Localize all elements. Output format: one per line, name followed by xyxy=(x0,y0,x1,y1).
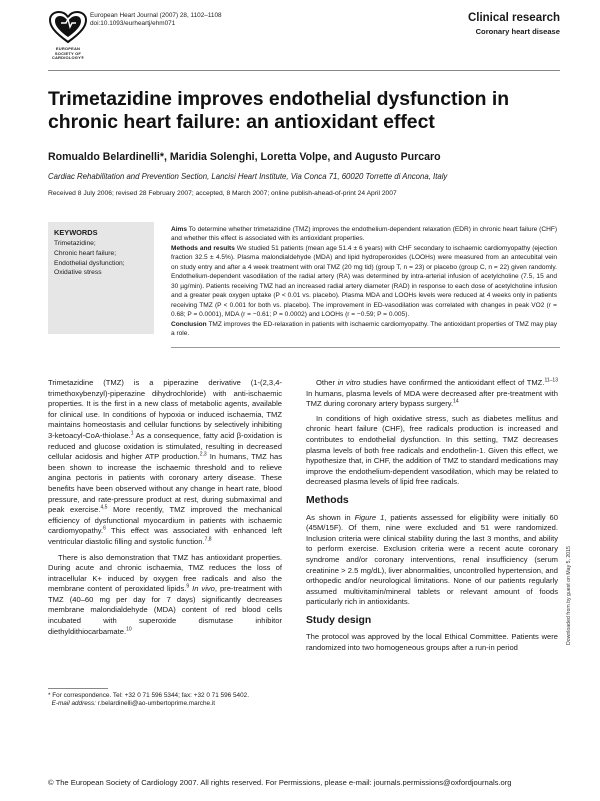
abstract-aims-label: Aims xyxy=(171,226,188,233)
author-affiliation: Cardiac Rehabilitation and Prevention Section, Lancisi Heart Institute, Via Conca 71, 60020 Torrette di Ancona, Italy xyxy=(48,172,448,181)
citation-ref[interactable]: 14 xyxy=(453,398,459,405)
citation-ref[interactable]: 1 xyxy=(130,430,134,437)
body-column-left xyxy=(48,378,282,678)
citation-ref[interactable]: 7,8 xyxy=(204,536,212,543)
copyright-notice: © The European Society of Cardiology 2007. All rights reserved. For Permissions, please e-mail: journals.permissions@oxfordjournals.org xyxy=(48,778,512,787)
abstract-divider xyxy=(171,347,560,348)
section-heading-study-design: Study design xyxy=(306,614,372,626)
abstract-conclusion-label: Conclusion xyxy=(171,320,207,328)
citation-ref[interactable]: 10 xyxy=(126,626,132,633)
download-note-text: Downloaded from by guest on May 5, 2015 xyxy=(566,546,572,645)
doi-link[interactable]: doi:10.1093/eurheartj/ehm071 xyxy=(90,20,176,28)
abstract xyxy=(171,225,557,338)
abstract-conclusion: TMZ improves the ED-relaxation in patients with ischaemic cardiomyopathy. The antioxidant properties of TMZ may play a role. xyxy=(171,320,557,337)
citation-ref[interactable]: 2,3 xyxy=(199,451,207,458)
logo-text: EUROPEAN SOCIETY OF CARDIOLOGY® xyxy=(51,46,85,61)
abstract-methods-label: Methods and results xyxy=(171,244,235,252)
citation-ref[interactable]: 4,5 xyxy=(100,504,108,511)
heart-logo-icon xyxy=(48,10,88,46)
body-paragraph: Trimetazidine (TMZ) is a piperazine derivative (1-(2,3,4-trimethoxybenzyl)-piperazine dihydrochloride) with anti-ischaemic properties. It is the first in a new class of metabolic agents, available for clinical use. In conditions of hypoxia or induced ischaemia, TMZ maintains homeostasis and cellular functions by selectively inhibiting 3-ketoacyl-CoA-thiolase.$^1$ As a consequence, fatty acid β-oxidation is reduced and glucose oxidation is stimulated, resulting in decreased cellular acidosis and higher ATP production.$^{2,3}$ In humans, TMZ has been shown to increase the ischaemic threshold and to relieve angina pectoris in patients with coronary artery disease. These benefits have been observed without any change in heart rate, blood pressure, and rate-pressure product at rest, during submaximal and peak exercise.$^{4,5}$ More recently, TMZ improved the mechanical efficiency of dysfunctional myocardium in patients with ischaemic cardiomyopathy.$^6$ This effect was associated with enhanced left ventricular diastolic filling and systolic function.$^{7,8}$ xyxy=(48,378,282,546)
email-link[interactable]: r.belardinelli@ao-umbertoprime.marche.it xyxy=(95,700,216,708)
keywords-box xyxy=(48,222,154,334)
section-title: Clinical research xyxy=(467,12,560,24)
section-subtitle: Coronary heart disease xyxy=(475,27,560,36)
abstract-aims: To determine whether trimetazidine (TMZ) improves the endothelium-dependent relaxation (EDR) in chronic heart failure (CHF) and whether this effect is associated with its antioxidant properties. xyxy=(171,226,558,243)
article-authors: Romualdo Belardinelli*, Maridia Solenghi, Loretta Volpe, and Augusto Purcaro xyxy=(48,151,441,163)
body-paragraph: As shown in Figure 1, patients assessed for eligibility were initially 60 (45M/15F). Of them, nine were excluded and 51 were randomized. Inclusion criteria were clinical stability during the last 3 months, and ability to perform exercise. Exclusion criteria were a recent acute coronary syndrome and/or coronary interventions, renal insufficiency (serum creatinine > 2.5 mg/dL), liver abnormalities, uncontrolled hypertension, and orthopedic and/or neurological limitations. None of our patients regularly assumed multivitamin/mineral tablets or relevant amount of foods particularly rich in antioxidants. xyxy=(306,512,559,607)
body-paragraph: In conditions of high oxidative stress, such as diabetes mellitus and chronic heart failure (CHF), free radicals production is increased and contributes to endothelial dysfunction. In this setting, TMZ decreases plasma levels of both free radicals and endothelin-1. Given this effect, we hypothesize that, in CHF, the addition of TMZ to standard medications may improve the endothelium-dependent vasodilation, which may be related to decreased plasma levels of lipid free radicals. xyxy=(306,413,558,487)
footnote-divider xyxy=(48,688,108,689)
body-column-right xyxy=(306,378,558,654)
citation-ref[interactable]: 9 xyxy=(186,583,190,590)
article-title: Trimetazidine improves endothelial dysfunction in chronic heart failure: an antioxidant effect xyxy=(48,88,510,133)
correspondence-line: * For correspondence. Tel: +32 0 71 596 5344; fax: +32 0 71 596 5402. xyxy=(48,692,249,699)
journal-citation xyxy=(90,12,222,28)
download-side-note xyxy=(566,345,578,645)
keyword-item: Endothelial dysfunction; xyxy=(54,259,125,267)
correspondence-footnote xyxy=(48,692,288,709)
body-paragraph: The protocol was approved by the local Ethical Committee. Patients were randomized into two homogeneous groups after a run-in period xyxy=(306,632,558,653)
figure-link[interactable]: Figure 1 xyxy=(354,512,385,522)
body-paragraph: Other in vitro studies have confirmed the antioxidant effect of TMZ.$^{11-13}$ In humans, plasma levels of MDA were decreased after pre-treatment with TMZ during coronary artery bypass surgery.$^{14}$ xyxy=(306,377,558,409)
citation-ref[interactable]: 6 xyxy=(103,525,106,532)
received-dates: Received 8 July 2006; revised 28 February 2007; accepted, 8 March 2007; online publish-ahead-of-print 24 April 2007 xyxy=(48,190,397,197)
abstract-methods: We studied 51 patients (mean age 51.4 ± 6 years) with CHF secondary to ischaemic cardiomyopathy (ejection fraction 32.5 ± 4.5%). Plasma malondialdehyde (MDA) and lipid hydroperoxides (LOOHs) were measured from an antecubital vein on study entry and after a 4 week treatment with oral TMZ (20 mg tid) (group T, n = 23) or placebo (group C, n = 22) given randomly. Endothelium-dependent vasodilation of the radial artery (RA) was determined by intra-arterial infusion of acetylcholine (7.5, 15 and 30 µg/min). Patients receiving TMZ had an increased radial artery diameter (RAD) in response to each dose of acetylcholine infusion and a greater peak oxygen uptake (P < 0.01 vs. placebo). Plasma MDA and LOOHs levels were reduced at 4 weeks only in patients receiving TMZ (P < 0.001 for both vs. placebo). The improvement in ED-vasodilation was correlated with changes in peak VO2 (r = 0.68; P = 0.0001), MDA (r = −0.61; P = 0.0002) and LOOHs (r = −0.59; P = 0.005). xyxy=(171,244,557,319)
citation-ref[interactable]: 11–13 xyxy=(544,377,558,384)
keyword-item: Oxidative stress xyxy=(54,269,102,277)
keywords-heading: KEYWORDS xyxy=(54,228,98,237)
email-label: E-mail address: xyxy=(51,700,96,708)
header-divider xyxy=(48,70,560,71)
body-paragraph: There is also demonstration that TMZ has antioxidant properties. During acute and chronic ischaemia, TMZ reduces the loss of intracellular K+ induced by oxygen free radicals and also the membrane content of peroxidated lipids.$^9$ In vivo, pre-treatment with TMZ (40–60 mg per day for 7 days) significantly decreases membrane malondialdehyde (MDA) content of red blood cells incubated with superoxide dismutase inhibitor diethyldithiocarbamate.$^{10}$ xyxy=(48,552,282,636)
keyword-item: Chronic heart failure; xyxy=(54,249,117,257)
section-heading-methods: Methods xyxy=(306,494,349,506)
keyword-item: Trimetazidine; xyxy=(54,240,96,247)
journal-line: European Heart Journal (2007) 28, 1102–1108 xyxy=(90,12,222,19)
esc-logo xyxy=(48,10,88,66)
